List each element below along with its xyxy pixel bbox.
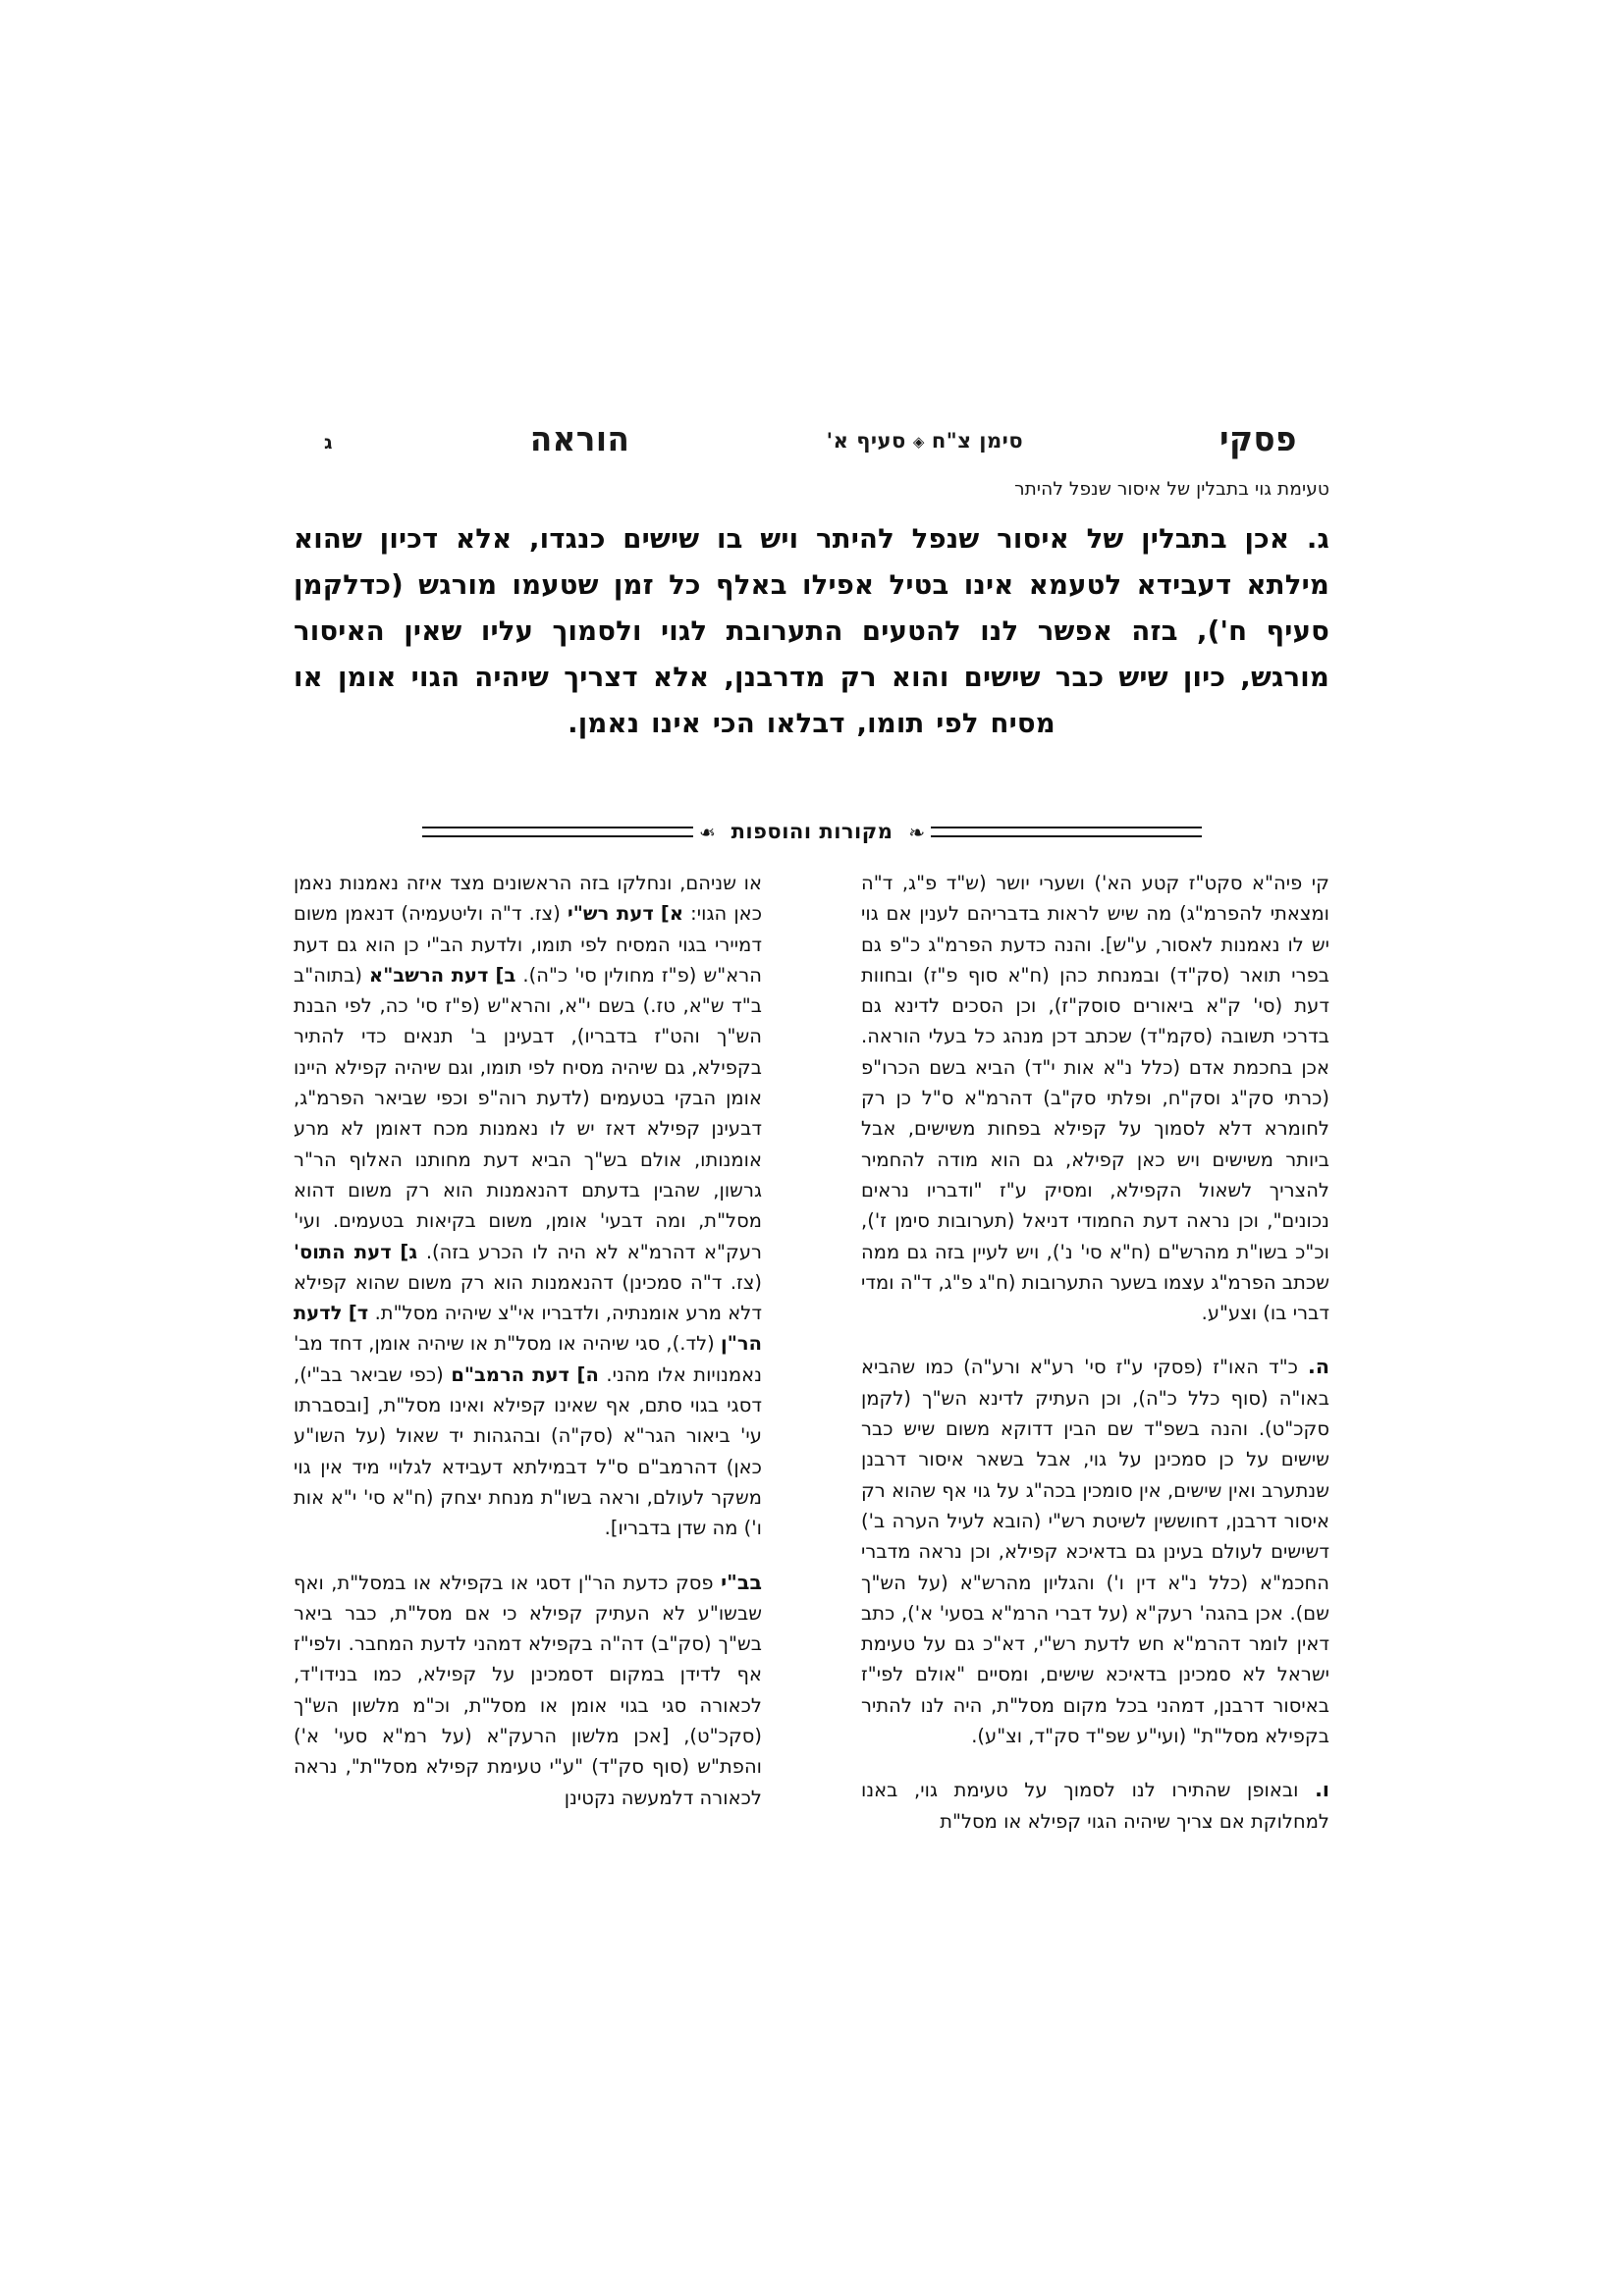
note-marker: ה. bbox=[1308, 1355, 1329, 1379]
divider-label: מקורות והוספות bbox=[731, 820, 893, 843]
note-text: (בתוה"ב ב"ד ש"א, טז.) בשם י"א, והרא"ש (פ"ז סי' כה, לפי הבנת הש"ך והט"ז בדבריו), דבעינן ב' תנאים כדי להתיר בקפילא, גם שיהיה מסיח לפי תומו, וגם שיהיה קפילא היינו אומן הבקי בטעמים (לדעת רוה"פ וכפי שביאר הפרמ"ג, דבעינן קפילא דאז יש לו נאמנות מכח דאומן לא מרע אומנותו, אולם בש"ך הביא דעת מחותנו האלוף הר"ר גרשון, שהבין בדעתם דהנאמנות הוא רק משום דהוא מסל"ת, ומה דבעי' אומן, משום בקיאות בטעמים. ועי' רעק"א דהרמ"א לא היה לו הכרע בזה). bbox=[294, 963, 762, 1263]
note-paragraph bbox=[861, 1352, 1329, 1751]
running-head-seif: סעיף א' bbox=[826, 429, 906, 453]
note-text: ובאופן שהתירו לנו לסמוך על טעימת גוי, באנו למחלוקת אם צריך שיהיה הגוי קפילא או מסל"ת bbox=[861, 1779, 1329, 1833]
section-subtitle: טעימת גוי בתבלין של איסור שנפל להיתר bbox=[1014, 479, 1329, 500]
note-text: פסק כדעת הר"ן דסגי או בקפילא או במסל"ת, ואף שבשו"ע לא העתיק קפילא כי אם מסל"ת, כבר ביאר בש"ך (סק"ב) דה"ה בקפילא דמהני לדעת המחבר. ולפי"ז אף לדידן במקום דסמכינן על קפילא, כמו בנידו"ד, לכאורה סגי בגוי אומן או מסל"ת, וכ"מ מלשון הש"ך (סקכ"ט), [אכן מלשון הרעק"א (על רמ"א סעי' א') והפת"ש (סוף סק"ד) "ע"י טעימת קפילא מסל"ת", נראה לכאורה דלמעשה נקטינן bbox=[294, 1571, 762, 1809]
notes-left-column bbox=[294, 868, 762, 2242]
note-marker: ה] bbox=[576, 1362, 599, 1386]
note-text: (צז. ד"ה סמכינן) דהנאמנות הוא רק משום שהוא קפילא דלא מרע אומנתיה, ולדבריו אי"צ שיהיה מסל"ת. bbox=[294, 1270, 763, 1325]
note-head: דעת הרשב"א bbox=[369, 963, 489, 987]
running-head bbox=[324, 420, 1300, 475]
notes-section bbox=[294, 868, 1329, 2242]
note-text: (לד.), סגי שיהיה או מסל"ת או שיהיה אומן, דחד מב' נאמנויות אלו מהני. bbox=[294, 1332, 763, 1386]
note-text: כ"ד האו"ז (פסקי ע"ז סי' רע"א ורע"ה) כמו שהביא באו"ה (סוף כלל כ"ה), וכן העתיק לדינא הש"ך (לקמן סקכ"ט). והנה בשפ"ד שם הבין דדוקא משום שיש כבר שישים על כן סמכינן על גוי, אבל בשאר איסור דרבנן שנתערב ואין שישים, אין סומכין בכה"ג על גוי אף שהוא רק איסור דרבנן, דחוששין לשיטת רש"י (הובא לעיל הערה ב') דשישים לעולם בעינן גם בדאיכא קפילא, וכן נראה מדברי החכמ"א (כלל נ"א דין ו') והגליון מהרש"א (על הש"ך שם). אכן בהגה' רעק"א (על דברי הרמ"א בסעי' א'), כתב דאין לומר דהרמ"א חש לדעת רש"י, דא"כ גם על טעימת ישראל לא סמכינן בדאיכא שישים, ומסיים "אולם לפי"ז באיסור דרבנן, דמהני בכל מקום מסל"ת, היה לנו להתיר בקפילא מסל"ת" (ועי"ע שפ"ד סק"ד, וצ"ע). bbox=[861, 1356, 1329, 1748]
note-paragraph bbox=[861, 1775, 1329, 1837]
note-marker: ו. bbox=[1315, 1778, 1330, 1802]
paragraph-text: אכן בתבלין של איסור שנפל להיתר ויש בו שישים כנגדו, אלא דכיון שהוא מילתא דעבידא לטעמא אינו בטיל אפילו באלף כל זמן שטעמו מורגש (כדלקמן סעיף ח'), בזה אפשר לנו להטעים התערובת לגוי ולסמוך עליו שאין האיסור מורגש, כיון שיש כבר שישים והוא רק מדרבנן, אלא דצריך שיהיה הגוי אומן או מסיח לפי תומו, דבלאו הכי אינו נאמן. bbox=[294, 523, 1329, 739]
main-paragraph bbox=[294, 516, 1329, 747]
folio-number: ג bbox=[324, 432, 333, 454]
note-text: (צז. ד"ה וליטעמיה) דנאמן משום דמיירי בגוי המסיח לפי תומו, ולדעת הב"י כן הוא גם דעת הרא"ש (פ"ז מחולין סי' כ"ה). bbox=[294, 902, 762, 987]
diamond-icon: ◈ bbox=[912, 433, 925, 451]
paragraph-marker: ג. bbox=[1306, 523, 1330, 555]
note-marker: ב] bbox=[495, 963, 516, 987]
note-marker: בב"י bbox=[721, 1570, 762, 1594]
note-paragraph bbox=[294, 1568, 762, 1813]
note-marker: ד] bbox=[348, 1302, 369, 1325]
sources-divider bbox=[422, 817, 1202, 846]
ornament-left-icon: ❧ bbox=[698, 821, 716, 844]
note-text: או שניהם, ונחלקו בזה הראשונים מצד איזה נאמנות נאמן כאן הגוי: bbox=[294, 872, 762, 926]
note-head: לדעת הר"ן bbox=[294, 1302, 762, 1356]
running-head-reference bbox=[827, 429, 1023, 453]
note-marker: ג] bbox=[400, 1240, 418, 1263]
running-head-siman: סימן צ"ח bbox=[931, 429, 1024, 453]
note-head: דעת רש"י bbox=[567, 902, 654, 926]
note-head: דעת התוס' bbox=[294, 1240, 392, 1263]
note-marker: א] bbox=[660, 902, 684, 926]
divider-rule-right bbox=[931, 827, 1202, 837]
note-paragraph bbox=[294, 868, 762, 1544]
note-text: קי פיה"א סקט"ז קטע הא') ושערי יושר (ש"ד פ"ג, ד"ה ומצאתי להפרמ"ג) מה שיש לראות בדבריהם לענין אם גוי יש לו נאמנות לאסור, ע"ש]. והנה כדעת הפרמ"ג כ"פ גם בפרי תואר (סק"ד) ובמנחת כהן (ח"א סוף פ"ז) ובחוות דעת (סי' ק"א ביאורים סוסק"ז), וכן הסכים לדינא גם בדרכי תשובה (סקמ"ד) שכתב דכן מנהג כל בעלי הוראה. אכן בחכמת אדם (כלל נ"א אות י"ד) הביא בשם הכרו"פ (כרתי סק"ג וסק"ח, ופלתי סק"ב) דהרמ"א ס"ל כן רק לחומרא דלא לסמוך על קפילא בפחות משישים, אבל ביותר משישים ויש כאן קפילא, גם הוא מודה להחמיר להצריך לשאול הקפילא, ומסיק ע"ז "ודבריו נראים נכונים", וכן נראה דעת החמודי דניאל (תערובות סימן ז'), וכ"כ בשו"ת מהרש"ם (ח"א סי' נ'), ויש לעיין בזה גם ממה שכתב הפרמ"ג עצמו בשער התערובות (ח"ג פ"ג, ד"ה ומדי דברי בו) וצע"ע. bbox=[861, 872, 1329, 1325]
running-head-left-word: הוראה bbox=[529, 420, 629, 459]
divider-rule-left bbox=[422, 827, 693, 837]
running-head-right-word: פסקי bbox=[1219, 420, 1298, 459]
ornament-right-icon: ❧ bbox=[908, 821, 926, 844]
note-text: (כפי שביאר בב"י), דסגי בגוי סתם, אף שאינו קפילא ואינו מסל"ת, [ובסברתו עי' ביאור הגר"א (סק"ה) ובהגהות יד שאול (על השו"ע כאן) דהרמב"ם ס"ל דבמילתא דעבידא לגלויי מיד אין גוי משקר לעולם, וראה בשו"ת מנחת יצחק (ח"א סי' י"א אות ו') מה שדן בדבריו]. bbox=[294, 1362, 762, 1540]
notes-right-column bbox=[861, 868, 1329, 2242]
note-head: דעת הרמב"ם bbox=[451, 1362, 569, 1386]
main-body bbox=[294, 477, 1329, 747]
note-paragraph bbox=[861, 868, 1329, 1328]
